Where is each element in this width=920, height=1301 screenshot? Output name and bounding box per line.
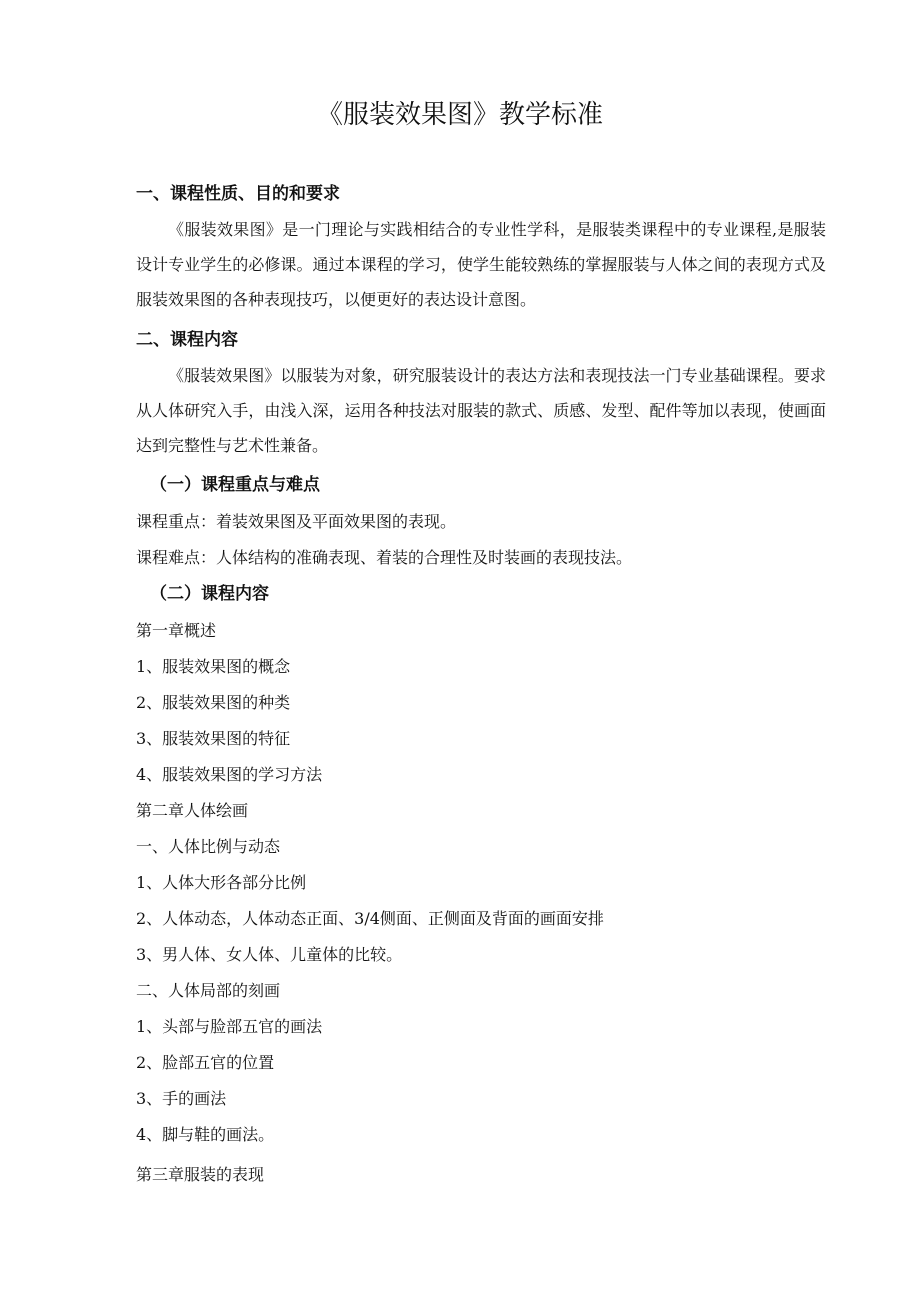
content-line: 2、人体动态，人体动态正面、3/4侧面、正侧面及背面的画面安排: [136, 909, 604, 928]
content-line: 1、服装效果图的概念: [136, 657, 291, 676]
content-line: 2、服装效果图的种类: [136, 693, 291, 712]
document-title: 《服装效果图》教学标准: [316, 100, 603, 130]
content-line: 第三章服装的表现: [136, 1165, 265, 1184]
content-line: 第二章人体绘画: [136, 801, 249, 820]
difficulty-line: 课程难点：人体结构的准确表现、着装的合理性及时装画的表现技法。: [136, 548, 633, 567]
content-line: 2、脸部五官的位置: [136, 1053, 275, 1072]
section-heading-2: 二、课程内容: [136, 330, 238, 350]
subsection-heading-1: （一）课程重点与难点: [150, 475, 320, 495]
section-2-paragraph: 《服装效果图》以服装为对象，研究服装设计的表达方法和表现技法一门专业基础课程。要求从人体研究入手，由浅入深，运用各种技法对服装的款式、质感、发型、配件等加以表现，使画面达到完整性与艺术性兼备。: [136, 366, 826, 455]
content-line: 第一章概述: [136, 621, 217, 640]
content-line: 3、手的画法: [136, 1089, 227, 1108]
content-line: 4、服装效果图的学习方法: [136, 765, 323, 784]
content-line: 4、脚与鞋的画法。: [136, 1125, 275, 1144]
section-1-paragraph: 《服装效果图》是一门理论与实践相结合的专业性学科，是服装类课程中的专业课程,是服装设计专业学生的必修课。通过本课程的学习，使学生能较熟练的掌握服装与人体之间的表现方式及服装效果图的各种表现技巧，以便更好的表达设计意图。: [136, 220, 826, 309]
content-line: 1、头部与脸部五官的画法: [136, 1017, 323, 1036]
content-line: 1、人体大形各部分比例: [136, 873, 307, 892]
key-point-line: 课程重点：着装效果图及平面效果图的表现。: [136, 512, 457, 531]
content-line: 3、男人体、女人体、儿童体的比较。: [136, 945, 403, 964]
content-line: 一、人体比例与动态: [136, 837, 281, 856]
content-line: 3、服装效果图的特征: [136, 729, 291, 748]
subsection-heading-2: （二）课程内容: [150, 584, 269, 604]
content-line: 二、人体局部的刻画: [136, 981, 281, 1000]
section-heading-1: 一、课程性质、目的和要求: [136, 184, 340, 204]
